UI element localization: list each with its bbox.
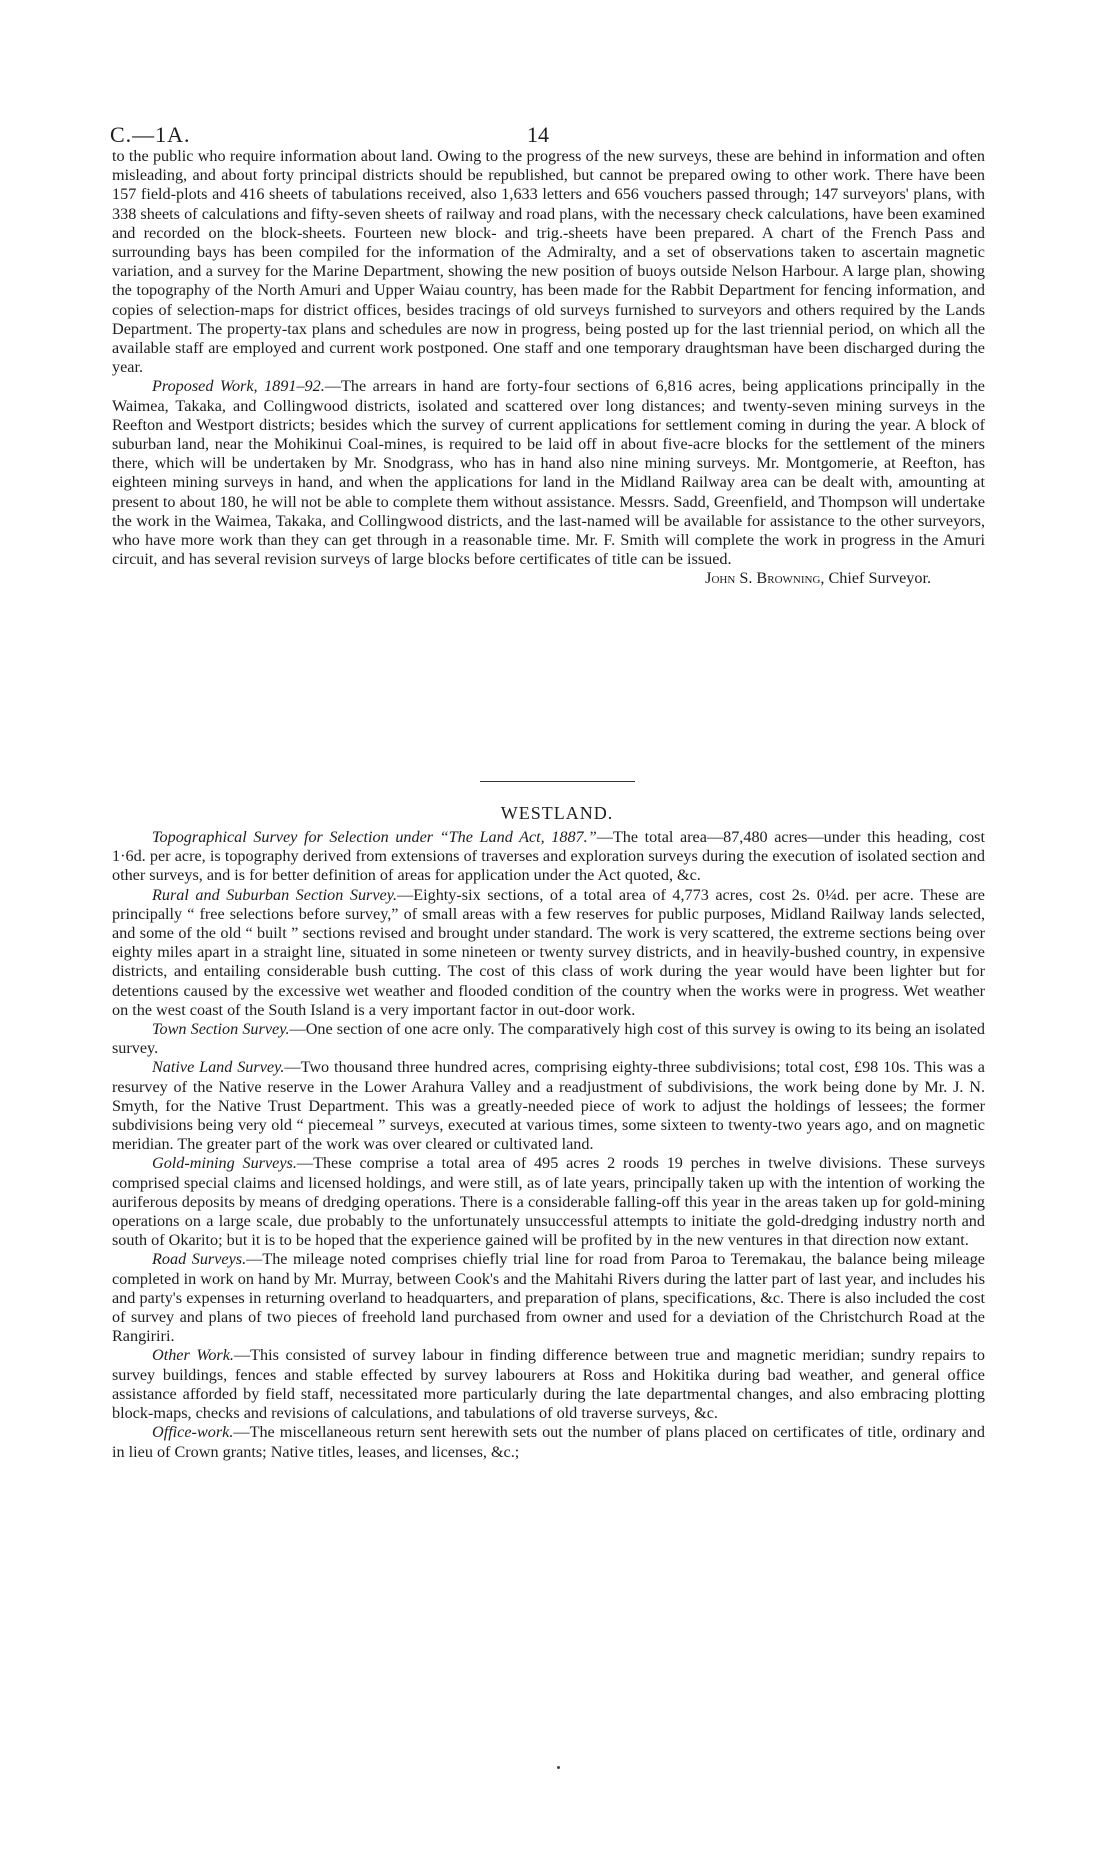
paragraph-rural-suburban-survey <box>112 886 985 1020</box>
paragraph-town-section-survey <box>112 1020 985 1058</box>
paragraph-text: —The mileage noted comprises chiefly trial line for road from Paroa to Teremakau, the balance being mileage completed in work on hand by Mr. Murray, between Cook's and the Mahitahi Rivers during the latter part of last year, and includes his and party's expenses in returning overland to headquarters, and preparation of plans, specifications, &c. There is also included the cost of survey and plans of two pieces of freehold land purchased from owner and used for a deviation of the Christchurch Road at the Rangiriri. <box>112 1250 985 1346</box>
paragraph-gold-mining-surveys <box>112 1154 985 1250</box>
section-title-westland: WESTLAND. <box>500 803 614 823</box>
paragraph-text: —The total area—87,480 acres—under this heading, cost 1·6d. per acre, is topography derived from extensions of traverses and exploration surveys during the execution of isolated section and other surveys, and is for better definition of areas for application under the Act quoted, &c. <box>112 828 985 885</box>
paragraph-road-surveys <box>112 1250 985 1346</box>
paragraph-lead: Town Section Survey. <box>152 1020 290 1039</box>
paragraph-other-work <box>112 1346 985 1423</box>
paragraph-text: —The miscellaneous return sent herewith sets out the number of plans placed on certificates of title, ordinary and in lieu of Crown grants; Native titles, leases, and licenses, &c.; <box>112 1423 985 1461</box>
paragraph-text: —These comprise a total area of 495 acres 2 roods 19 perches in twelve divisions. These surveys comprised special claims and licensed holdings, and were still, as of late years, principally taken up with the intention of working the auriferous deposits by means of dredging operations. There is a considerable falling-off this year in the areas taken up for gold-mining operations on a large scale, due probably to the unfortunately unsuccessful attempts to initiate the gold-dredging industry north and south of Okarito; but it is to be hoped that the experience gained will be profited by in the new ventures in that direction now extant. <box>112 1154 985 1250</box>
paragraph-topographical-survey <box>112 828 985 886</box>
paragraph-lead: Road Surveys. <box>152 1250 247 1269</box>
westland-section <box>112 828 985 1462</box>
signature-title: , Chief Surveyor. <box>820 569 931 588</box>
paragraph-lead: Topographical Survey for Selection under “The Land Act, 1887.” <box>152 828 597 846</box>
signature <box>112 569 985 588</box>
paragraph-lead: Rural and Suburban Section Survey. <box>152 885 398 904</box>
paragraph-lead: Gold-mining Surveys. <box>152 1154 297 1173</box>
paragraph-native-land-survey <box>112 1058 985 1154</box>
section-divider <box>480 781 635 782</box>
paragraph-lead: Proposed Work, 1891–92. <box>152 377 325 396</box>
page-number: 14 <box>527 122 549 147</box>
paragraph-proposed-work <box>112 377 985 569</box>
signature-name: John S. Browning <box>705 569 821 588</box>
nelson-report-continuation <box>112 147 985 589</box>
paragraph-lead: Office-work. <box>152 1423 234 1442</box>
paragraph-office-work-nelson: to the public who require information about land. Owing to the progress of the new surveys, these are behind in information and often misleading, and about forty principal districts should be republished, but cannot be prepared owing to other work. There have been 157 field-plots and 416 sheets of tabulations received, also 1,633 letters and 656 vouchers passed through; 147 surveyors' plans, with 338 sheets of calculations and fifty-seven sheets of railway and road plans, with the necessary check calculations, have been examined and recorded on the block-sheets. Fourteen new block- and trig.-sheets have been prepared. A chart of the French Pass and surrounding bays has been compiled for the information of the Admiralty, and a set of observations taken to ascertain magnetic variation, and a survey for the Marine Department, showing the new position of buoys outside Nelson Harbour. A large plan, showing the topography of the North Amuri and Upper Waiau country, has been made for the Rabbit Department for fencing information, and copies of selection-maps for district offices, besides tracings of old surveys furnished to surveyors and others required by the Lands Department. The property-tax plans and schedules are now in progress, being posted up for the last triennial period, on which all the available staff are employed and current work postponed. One staff and one temporary draughtsman have been discharged during the year. <box>112 147 985 377</box>
paragraph-lead: Other Work. <box>152 1346 234 1365</box>
paragraph-lead: Native Land Survey. <box>152 1058 285 1077</box>
paragraph-text: —Two thousand three hundred acres, comprising eighty-three subdivisions; total cost, £98 10s. This was a resurvey of the Native reserve in the Lower Arahura Valley and a readjustment of subdivisions, the work being done by Mr. J. N. Smyth, for the Native Trust Department. This was a greatly-needed piece of work to adjust the holdings of lessees; the former subdivisions being very old “ piecemeal ” surveys, executed at various times, some sixteen to twenty-two years ago, and on magnetic meridian. The greater part of the work was over cleared or cultivated land. <box>112 1058 985 1154</box>
paragraph-office-work <box>112 1423 985 1461</box>
document-reference: C.—1A. <box>110 122 191 147</box>
paragraph-text: —One section of one acre only. The comparatively high cost of this survey is owing to its being an isolated survey. <box>112 1020 985 1058</box>
paragraph-text: —Eighty-six sections, of a total area of 4,773 acres, cost 2s. 0¼d. per acre. These are principally “ free selections before survey,” of small areas with a few reserves for public purposes, Midland Railway lands selected, and some of the old “ built ” sections revised and brought under standard. The work is very scattered, the extreme sections being over eighty miles apart in a straight line, situated in some nineteen or twenty survey districts, and in heavily-bushed country, in expensive districts, and entailing considerable bush cutting. The cost of this class of work during the year would have been lighter but for detentions caused by the excessive wet weather and flooded condition of the country when the works were in progress. Wet weather on the west coast of the South Island is a very important factor in out-door work. <box>112 885 985 1019</box>
paragraph-text: —This consisted of survey labour in finding difference between true and magnetic meridian; sundry repairs to survey buildings, fences and stable effected by survey labourers at Ross and Hokitika during bad weather, and general office assistance afforded by field staff, necessitated more particularly during the late departmental changes, and also embracing plotting block-maps, checks and revisions of calculations, and tabulations of old traverse surveys, &c. <box>112 1346 985 1423</box>
scan-speck <box>557 1766 560 1769</box>
paragraph-text: —The arrears in hand are forty-four sections of 6,816 acres, being applications principally in the Waimea, Takaka, and Collingwood districts, isolated and scattered over long distances; and twenty-seven mining surveys in the Reefton and Westport districts; besides which the survey of current applications for settlement coming in during the year. A block of suburban land, near the Mohikinui Coal-mines, is required to be laid off in about five-acre blocks for the settlement of the miners there, which will be undertaken by Mr. Snodgrass, who has in hand also nine mining surveys. Mr. Montgomerie, at Reefton, has eighteen mining surveys in hand, and when the applications for land in the Midland Railway area can be dealt with, amounting at present to about 180, he will not be able to complete them without assistance. Messrs. Sadd, Greenfield, and Thompson will undertake the work in the Waimea, Takaka, and Collingwood districts, and the last-named will be available for assistance to the other surveyors, who have more work than they can get through in a reasonable time. Mr. F. Smith will complete the work in progress in the Amuri circuit, and has several revision surveys of large blocks before certificates of title can be issued. <box>112 377 985 569</box>
